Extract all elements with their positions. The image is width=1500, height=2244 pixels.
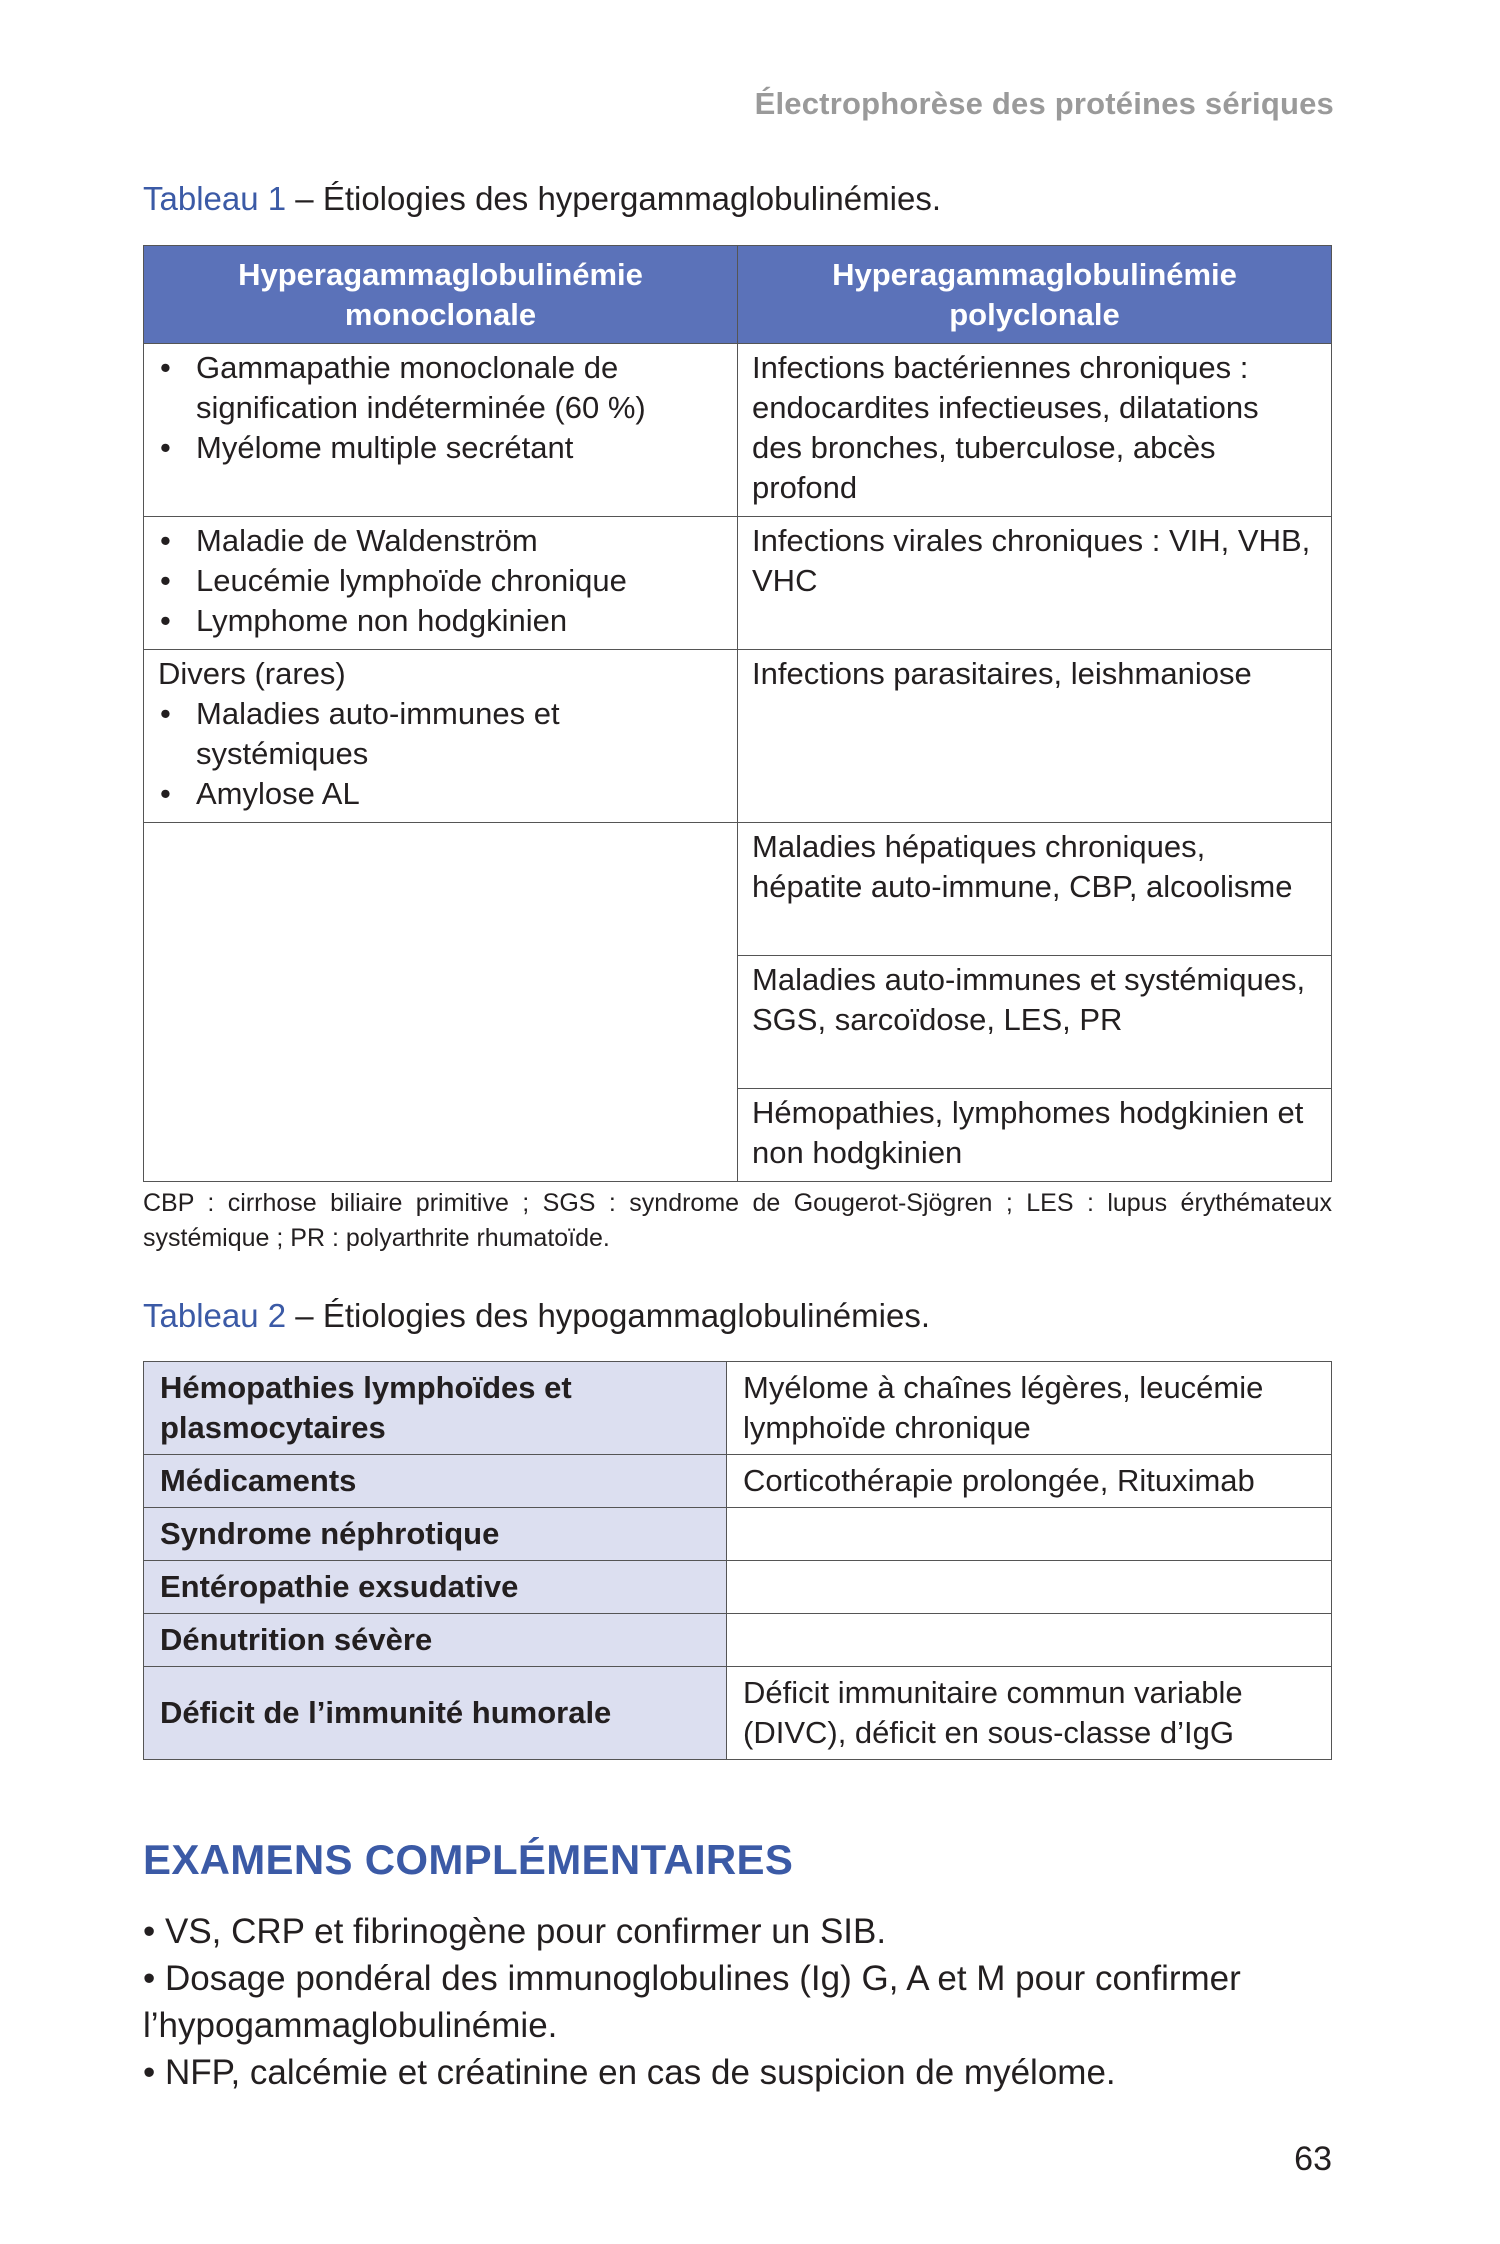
page-number: 63	[1294, 2140, 1332, 2178]
table2-value: Myélome à chaînes légères, leucémie lymphoïde chronique	[727, 1362, 1332, 1455]
table1-header-row	[144, 246, 1332, 344]
table2-caption-label: Tableau 2	[143, 1297, 287, 1334]
list-item: • Dosage pondéral des immunoglobulines (Ig) G, A et M pour confirmer l’hypogammaglobulinémie.	[143, 1959, 1241, 2045]
table1-caption-text: – Étiologies des hypergammaglobulinémies.	[286, 180, 941, 217]
table1-cell-poly: Maladies hépatiques chroniques, hépatite auto-immune, CBP, alcoolisme	[738, 823, 1332, 956]
table1-caption	[143, 180, 941, 218]
table2-key: Médicaments	[144, 1455, 727, 1508]
table2-key: Hémopathies lymphoïdes et plasmocytaires	[144, 1362, 727, 1455]
section-title: EXAMENS COMPLÉMENTAIRES	[143, 1836, 794, 1883]
list-item: • VS, CRP et fibrinogène pour confirmer un SIB.	[143, 1912, 887, 1951]
table2-row	[144, 1667, 1332, 1760]
table1-row	[144, 344, 1332, 517]
table2-key: Syndrome néphrotique	[144, 1508, 727, 1561]
table1-cell-poly: Infections virales chroniques : VIH, VHB, VHC	[738, 517, 1332, 650]
table2-row	[144, 1455, 1332, 1508]
table1-header-poly: Hyperagammaglobulinémie polyclonale	[738, 246, 1332, 344]
table1	[143, 245, 1332, 1182]
table2-row	[144, 1561, 1332, 1614]
table2-value	[727, 1614, 1332, 1667]
table1-cell-poly: Infections bactériennes chroniques : endocardites infectieuses, dilatations des bronches, tuberculose, abcès profond	[738, 344, 1332, 517]
table2-key: Déficit de l’immunité humorale	[144, 1667, 727, 1760]
list-item: • Amylose AL	[158, 774, 723, 814]
table1-cell-poly: Maladies auto-immunes et systémiques, SGS, sarcoïdose, LES, PR	[738, 956, 1332, 1089]
table2-row	[144, 1508, 1332, 1561]
bullet-list	[158, 348, 723, 468]
table2-caption-text: – Étiologies des hypogammaglobulinémies.	[286, 1297, 930, 1334]
table2-value	[727, 1561, 1332, 1614]
table2-row	[144, 1614, 1332, 1667]
list-item: • Maladies auto-immunes et systémiques	[158, 694, 723, 774]
table2-value: Déficit immunitaire commun variable (DIVC), déficit en sous-classe d’IgG	[727, 1667, 1332, 1760]
table2	[143, 1361, 1332, 1760]
list-item: • Gammapathie monoclonale de signification indéterminée (60 %)	[158, 348, 723, 428]
table1-cell-mono	[144, 650, 738, 823]
bullet-list	[158, 521, 723, 641]
list-item: • Leucémie lymphoïde chronique	[158, 561, 723, 601]
table1-cell-mono	[144, 517, 738, 650]
table1-footnote: CBP : cirrhose biliaire primitive ; SGS : syndrome de Gougerot-Sjögren ; LES : lupus érythémateux systémique ; PR : polyarthrite rhumatoïde.	[143, 1189, 1332, 1252]
table2-key: Entéropathie exsudative	[144, 1561, 727, 1614]
table1-row	[144, 650, 1332, 823]
bullet-list	[158, 694, 723, 814]
table2-row	[144, 1362, 1332, 1455]
table2-value	[727, 1508, 1332, 1561]
list-item: • Myélome multiple secrétant	[158, 428, 723, 468]
table1-row	[144, 823, 1332, 956]
table1-cell-poly: Hémopathies, lymphomes hodgkinien et non hodgkinien	[738, 1089, 1332, 1182]
table2-caption	[143, 1297, 930, 1335]
list-item: • Lymphome non hodgkinien	[158, 601, 723, 641]
table1-row	[144, 517, 1332, 650]
table1-cell-mono	[144, 344, 738, 517]
list-item: • NFP, calcémie et créatinine en cas de suspicion de myélome.	[143, 2053, 1116, 2092]
table2-key: Dénutrition sévère	[144, 1614, 727, 1667]
exams-list	[143, 1908, 1338, 2096]
table1-header-mono: Hyperagammaglobulinémie monoclonale	[144, 246, 738, 344]
list-item: • Maladie de Waldenström	[158, 521, 723, 561]
table2-value: Corticothérapie prolongée, Rituximab	[727, 1455, 1332, 1508]
table1-cell-poly: Infections parasitaires, leishmaniose	[738, 650, 1332, 823]
list-intro: Divers (rares)	[158, 656, 346, 691]
table1-cell-mono-empty	[144, 823, 738, 1182]
table1-caption-label: Tableau 1	[143, 180, 287, 217]
running-head: Électrophorèse des protéines sériques	[754, 86, 1334, 121]
